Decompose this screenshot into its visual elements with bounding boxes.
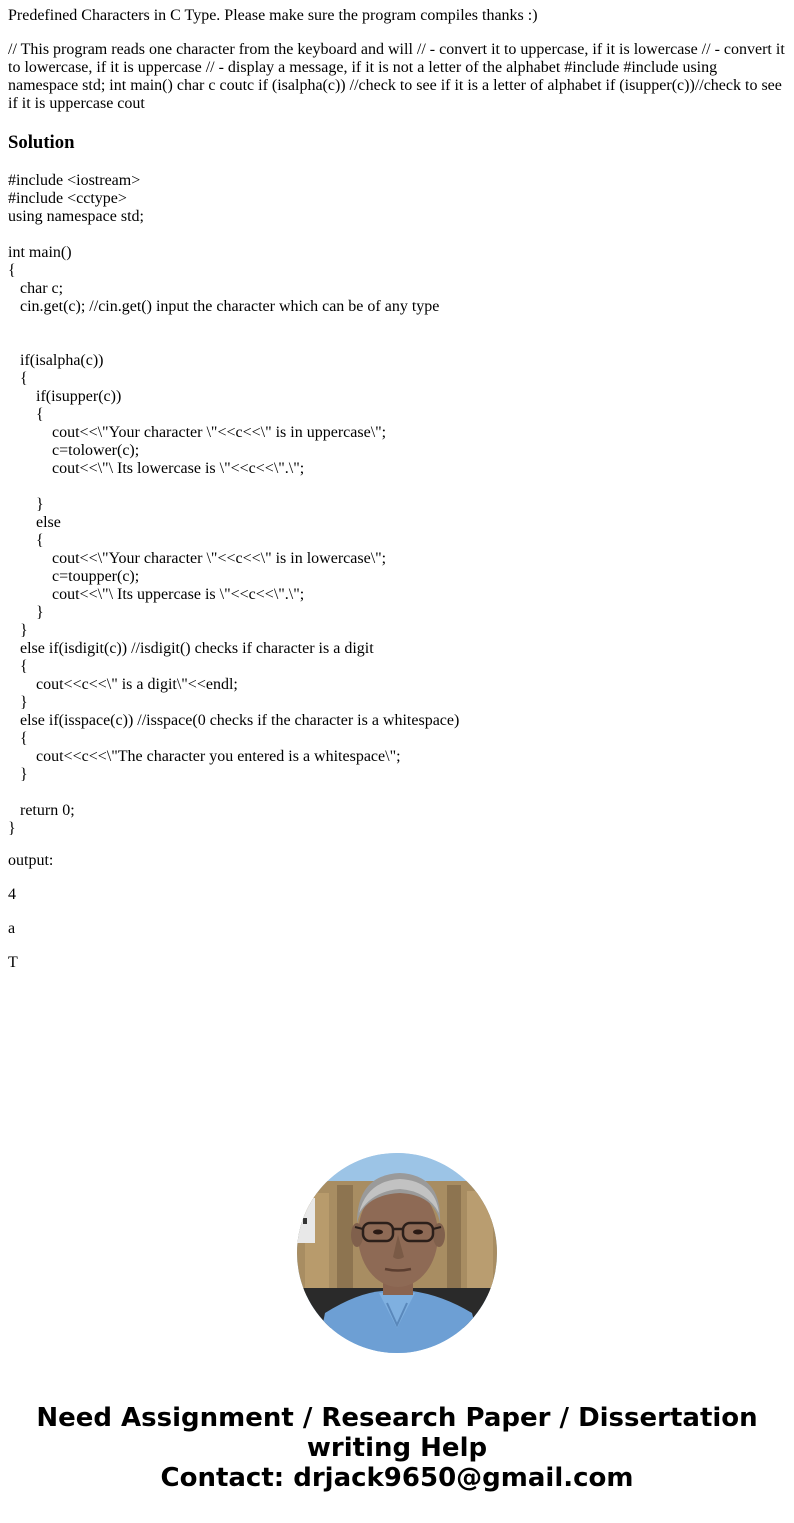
code-line [8,334,786,352]
code-line: } [8,622,28,639]
code-line: cin.get(c); //cin.get() input the character which can be of any type [8,298,440,315]
code-line: using namespace std; [8,208,144,225]
code-line: } [8,766,28,783]
code-line: else if(isspace(c)) //isspace(0 checks if the character is a whitespace) [8,712,460,729]
tutor-portrait-icon [297,1153,497,1353]
contact-email: Contact: drjack9650@gmail.com [160,1463,634,1493]
promo-footer [0,1403,794,1493]
code-line: } [8,496,44,513]
output-section [8,852,53,988]
code-line: else if(isdigit(c)) //isdigit() checks if character is a digit [8,640,374,657]
code-line: if(isalpha(c)) [8,352,104,369]
code-line: } [8,694,28,711]
code-line [8,784,786,802]
code-line: cout<<c<<\" is a digit\"<<endl; [8,676,238,693]
code-line [8,316,786,334]
code-line: int main() [8,244,72,261]
code-line: c=toupper(c); [8,568,140,585]
code-line: { [8,370,28,387]
code-line: { [8,532,44,549]
code-line [8,226,786,244]
code-line: #include <cctype> [8,190,127,207]
code-line: cout<<\"\ Its lowercase is \"<<c<<\".\"; [8,460,305,477]
solution-code [8,172,786,838]
output-value: a [8,920,16,937]
code-line: cout<<c<<\"The character you entered is a whitespace\"; [8,748,401,765]
output-label: output: [8,852,54,869]
output-value: 4 [8,886,16,903]
code-line: cout<<\"Your character \"<<c<<\" is in uppercase\"; [8,424,387,441]
tutor-avatar [297,1153,497,1353]
code-line: if(isupper(c)) [8,388,122,405]
promo-line-1: Need Assignment / Research Paper / Dissertation [36,1403,758,1433]
code-line: cout<<\"\ Its uppercase is \"<<c<<\".\"; [8,586,305,603]
code-line: #include <iostream> [8,172,141,189]
code-line: } [8,820,16,837]
promo-line-2: writing Help [306,1433,488,1463]
code-line: else [8,514,61,531]
output-value: T [8,954,18,971]
code-line: c=tolower(c); [8,442,140,459]
question-body: // This program reads one character from the keyboard and will // - convert it to uppercase, if it is lowercase // - convert it to lowercase, if it is uppercase // - display a message, if it is not a letter of the alphabet #include #include using namespace std; int main() char c coutc if (isalpha(c)) //check to see if it is a letter of alphabet if (isupper(c))//check to see if it is uppercase cout [8,41,785,112]
code-line: cout<<\"Your character \"<<c<<\" is in lowercase\"; [8,550,387,567]
code-line: { [8,658,28,675]
code-line: { [8,730,28,747]
code-line: char c; [8,280,64,297]
solution-heading: Solution [8,132,75,153]
code-line: { [8,406,44,423]
code-line: { [8,262,16,279]
code-line: return 0; [8,802,75,819]
code-line [8,478,786,496]
code-line: } [8,604,44,621]
question-title: Predefined Characters in C Type. Please make sure the program compiles thanks :) [8,7,538,24]
